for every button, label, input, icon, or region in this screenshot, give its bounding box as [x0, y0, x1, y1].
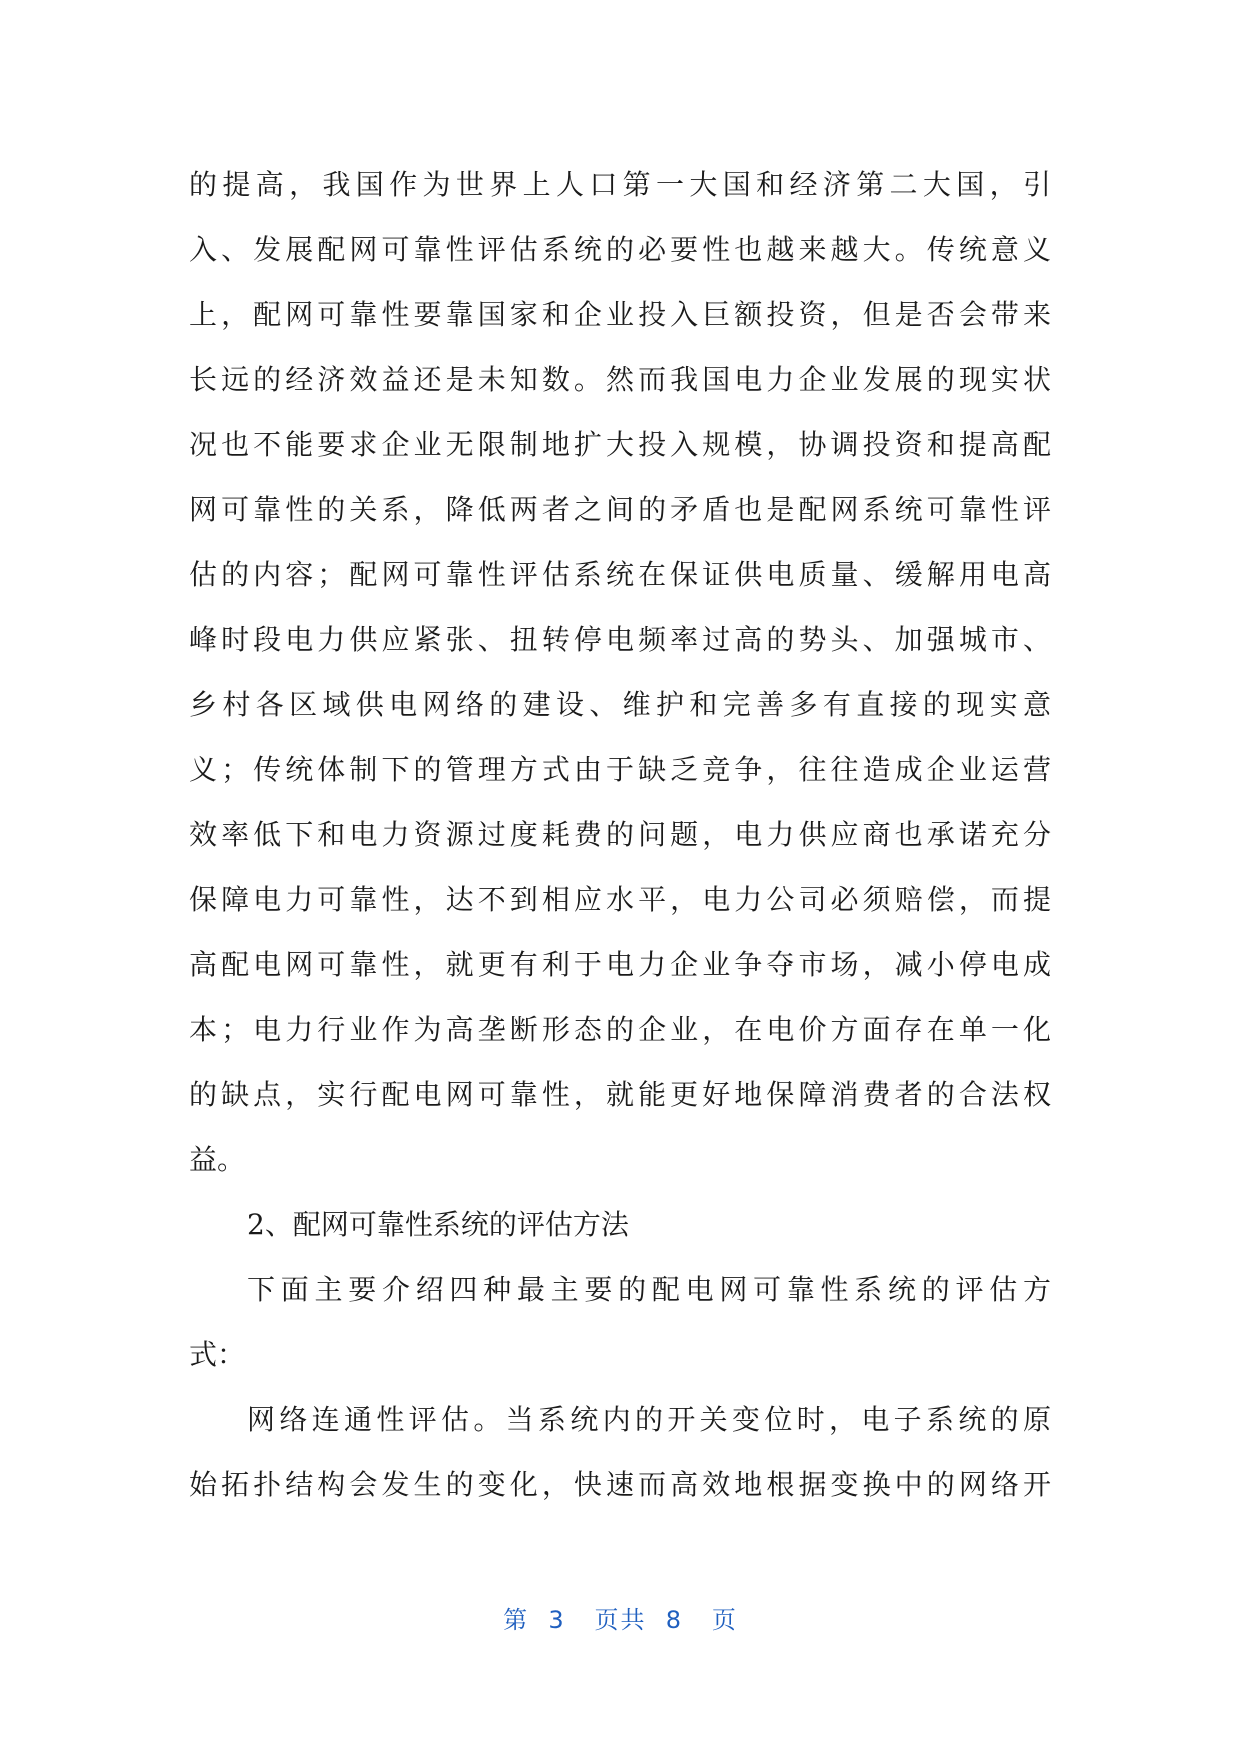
text-line: 的缺点，实行配电网可靠性，就能更好地保障消费者的合法权 — [189, 1078, 1051, 1111]
page-number: 第 3 页共 8 页 — [503, 1606, 738, 1634]
text-line: 高配电网可靠性，就更有利于电力企业争夺市场，减小停电成 — [189, 948, 1051, 981]
text-line: 始拓扑结构会发生的变化，快速而高效地根据变换中的网络开 — [189, 1468, 1051, 1501]
text-line: 网可靠性的关系，降低两者之间的矛盾也是配网系统可靠性评 — [189, 493, 1051, 526]
text-line: 下面主要介绍四种最主要的配电网可靠性系统的评估方 — [247, 1273, 1051, 1306]
text-line: 估的内容；配网可靠性评估系统在保证供电质量、缓解用电高 — [189, 558, 1051, 591]
text-line: 上，配网可靠性要靠国家和企业投入巨额投资，但是否会带来 — [189, 298, 1051, 331]
text-line: 网络连通性评估。当系统内的开关变位时，电子系统的原 — [247, 1403, 1051, 1436]
text-line: 益。 — [189, 1143, 246, 1176]
text-line: 本；电力行业作为高垄断形态的企业，在电价方面存在单一化 — [189, 1013, 1051, 1046]
text-line: 保障电力可靠性，达不到相应水平，电力公司必须赔偿，而提 — [189, 883, 1051, 916]
text-line: 峰时段电力供应紧张、扭转停电频率过高的势头、加强城市、 — [189, 623, 1051, 656]
document-body — [189, 152, 1051, 1517]
text-line: 乡村各区域供电网络的建设、维护和完善多有直接的现实意 — [189, 688, 1051, 721]
text-line: 况也不能要求企业无限制地扩大投入规模，协调投资和提高配 — [189, 428, 1051, 461]
text-line: 的提高，我国作为世界上人口第一大国和经济第二大国，引 — [189, 168, 1051, 201]
section-heading: 2、配网可靠性系统的评估方法 — [247, 1208, 629, 1241]
text-line: 长远的经济效益还是未知数。然而我国电力企业发展的现实状 — [189, 363, 1051, 396]
text-line: 效率低下和电力资源过度耗费的问题，电力供应商也承诺充分 — [189, 818, 1051, 851]
page-footer — [0, 1600, 1241, 1635]
text-line: 义；传统体制下的管理方式由于缺乏竞争，往往造成企业运营 — [189, 753, 1051, 786]
text-line: 入、发展配网可靠性评估系统的必要性也越来越大。传统意义 — [189, 233, 1051, 266]
text-line: 式： — [189, 1338, 246, 1371]
